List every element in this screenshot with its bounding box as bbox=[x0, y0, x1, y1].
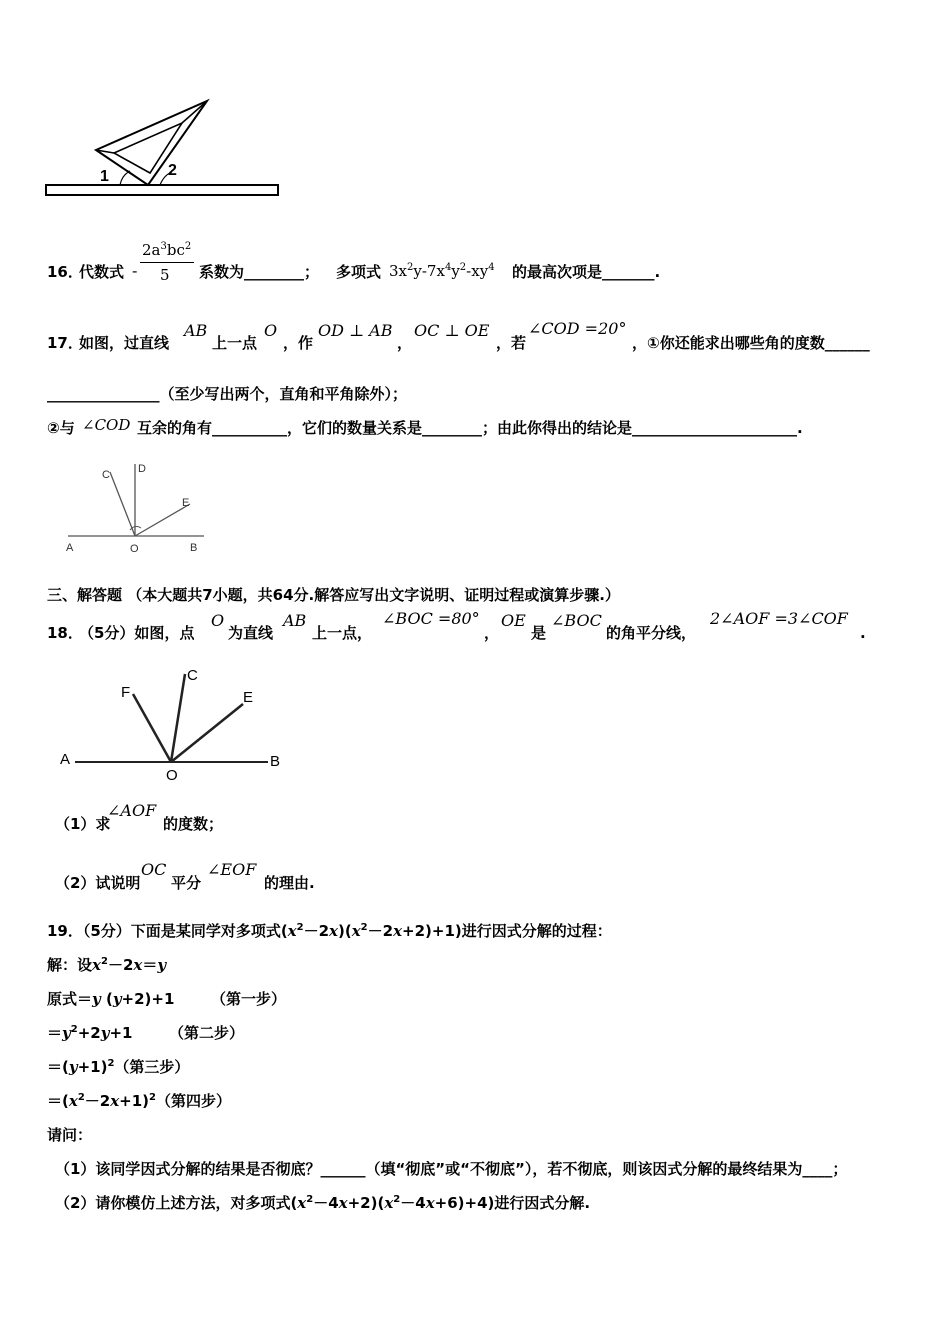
q18-sub2-math-eof: ∠EOF bbox=[207, 860, 257, 879]
q17-label-e: E bbox=[182, 497, 190, 509]
q17-math-od-perp: OD ⊥ AB bbox=[318, 321, 393, 340]
q19-step-1: 原式＝y (y+2)+1 （第一步） bbox=[47, 990, 286, 1008]
q17-label-b: B bbox=[190, 542, 198, 554]
q18-math-o: O bbox=[211, 611, 225, 630]
q17-line3-a: ②与 bbox=[47, 419, 75, 437]
q18-sub2-c: 的理由. bbox=[264, 874, 315, 892]
triangle-ruler-figure bbox=[40, 95, 290, 205]
q16-polynomial: $3x^2y-7x^4y^2-xy^4$ bbox=[389, 262, 495, 280]
q16-text-c: 多项式 bbox=[336, 263, 382, 281]
q18-sub1-a: （1）求 bbox=[55, 815, 111, 833]
q18-sub2-b: 平分 bbox=[171, 874, 202, 892]
q17-text-a: 如图，过直线 bbox=[79, 334, 170, 352]
q18-sub2-a: （2）试说明 bbox=[55, 874, 141, 892]
q17-text-c: ，作 bbox=[283, 334, 314, 352]
q17-line3-b: 互余的角有__________，它们的数量关系是________；由此你得出的结论是______________________. bbox=[137, 419, 803, 437]
q18-math-ab: AB bbox=[283, 611, 307, 630]
q17-math-cod-2: ∠COD bbox=[82, 416, 131, 434]
q18-label-f: F bbox=[121, 684, 131, 701]
angle-1-label: 1 bbox=[100, 168, 109, 185]
q18-math-boc: ∠BOC =80° bbox=[382, 609, 480, 628]
q16-text-b: 系数为________； bbox=[199, 263, 320, 281]
q18-label-o: O bbox=[166, 767, 178, 784]
q17-text-e: ，①你还能求出哪些角的度数______ bbox=[632, 334, 870, 352]
q18-number: 18． bbox=[47, 624, 83, 642]
q18-label-a: A bbox=[60, 751, 71, 768]
q19-step-2: $=y^2+2y+1$ （第二步） bbox=[47, 1024, 245, 1042]
q16-text-d: 的最高次项是_______. bbox=[512, 263, 661, 281]
q18-sub1-math: ∠AOF bbox=[107, 801, 157, 820]
q18-comma: ， bbox=[484, 624, 500, 642]
q18-math-boc-2: ∠BOC bbox=[551, 611, 602, 630]
q18-label-e: E bbox=[243, 689, 254, 706]
q17-text-b: 上一点 bbox=[212, 334, 258, 352]
q19-intro: 19．（5分）下面是某同学对多项式$(x^2-2x)(x^2-2x+2)+1$)进行因式分解的过程： bbox=[47, 922, 612, 940]
q18-text-d: 的角平分线， bbox=[606, 624, 697, 642]
q17-line2: _______________（至少写出两个，直角和平角除外）； bbox=[47, 385, 408, 403]
q19-sub1: （1）该同学因式分解的结果是否彻底？______（填“彻底”或“不彻底”），若不彻底，则该因式分解的最终结果为____； bbox=[55, 1160, 848, 1178]
q16-fraction-bar bbox=[140, 262, 194, 263]
q17-math-o: O bbox=[264, 321, 278, 340]
q18-text-b: 上一点， bbox=[312, 624, 373, 642]
q18-label-c: C bbox=[187, 667, 198, 684]
q17-comma: ， bbox=[397, 334, 413, 352]
q18-label-b: B bbox=[270, 753, 281, 770]
q19-step-0: 解：设$x^2-2x=y$ bbox=[47, 956, 167, 974]
q19-sub2: （2）请你模仿上述方法，对多项式$(x^2-4x+2)(x^2-4x+6)+4$)进行因式分解. bbox=[55, 1194, 591, 1212]
q18-math-relation: 2∠AOF =3∠COF bbox=[710, 609, 848, 628]
q18-dot: . bbox=[860, 624, 866, 642]
q18-angle-figure bbox=[55, 660, 295, 785]
q19-number: 19． bbox=[47, 922, 83, 940]
q18-score: （5分）如图，点 bbox=[79, 624, 195, 642]
q17-label-a: A bbox=[66, 542, 74, 554]
q18-text-c: 是 bbox=[531, 624, 547, 642]
q17-label-c: C bbox=[102, 469, 110, 481]
q18-sub1-b: 的度数； bbox=[163, 815, 224, 833]
section-3-heading: 三、解答题 （本大题共7小题，共64分.解答应写出文字说明、证明过程或演算步骤.） bbox=[47, 586, 620, 604]
q17-math-ab: AB bbox=[184, 321, 208, 340]
q19-ask: 请问： bbox=[47, 1126, 93, 1144]
q17-label-o: O bbox=[130, 543, 139, 555]
q16-frac-minus: - bbox=[132, 261, 138, 280]
q19-intro-a: （5分）下面是某同学对多项式( bbox=[82, 922, 288, 940]
q17-math-cod: ∠COD =20° bbox=[528, 319, 627, 338]
angle-2-label: 2 bbox=[168, 162, 177, 179]
q18-text-a: 为直线 bbox=[228, 624, 274, 642]
q19-intro-b: )进行因式分解的过程： bbox=[454, 922, 612, 940]
q16-number: 16． bbox=[47, 263, 83, 281]
q17-math-oc-perp: OC ⊥ OE bbox=[414, 321, 490, 340]
q17-angle-figure bbox=[60, 458, 220, 558]
q17-number: 17． bbox=[47, 334, 83, 352]
q19-step-4: $=(x^2-2x+1)^2$（第四步） bbox=[47, 1092, 232, 1110]
q16-frac-denominator: 5 bbox=[160, 266, 170, 284]
q19-step-3: $=(y+1)^2$（第三步） bbox=[47, 1058, 190, 1076]
q17-text-d: ，若 bbox=[496, 334, 527, 352]
q17-label-d: D bbox=[138, 463, 146, 475]
q18-sub2-math-oc: OC bbox=[141, 860, 167, 879]
q18-math-oe: OE bbox=[501, 611, 526, 630]
q16-frac-numerator: $2a^3bc^2$ bbox=[142, 241, 192, 259]
q16-text-a: 代数式 bbox=[79, 263, 125, 281]
